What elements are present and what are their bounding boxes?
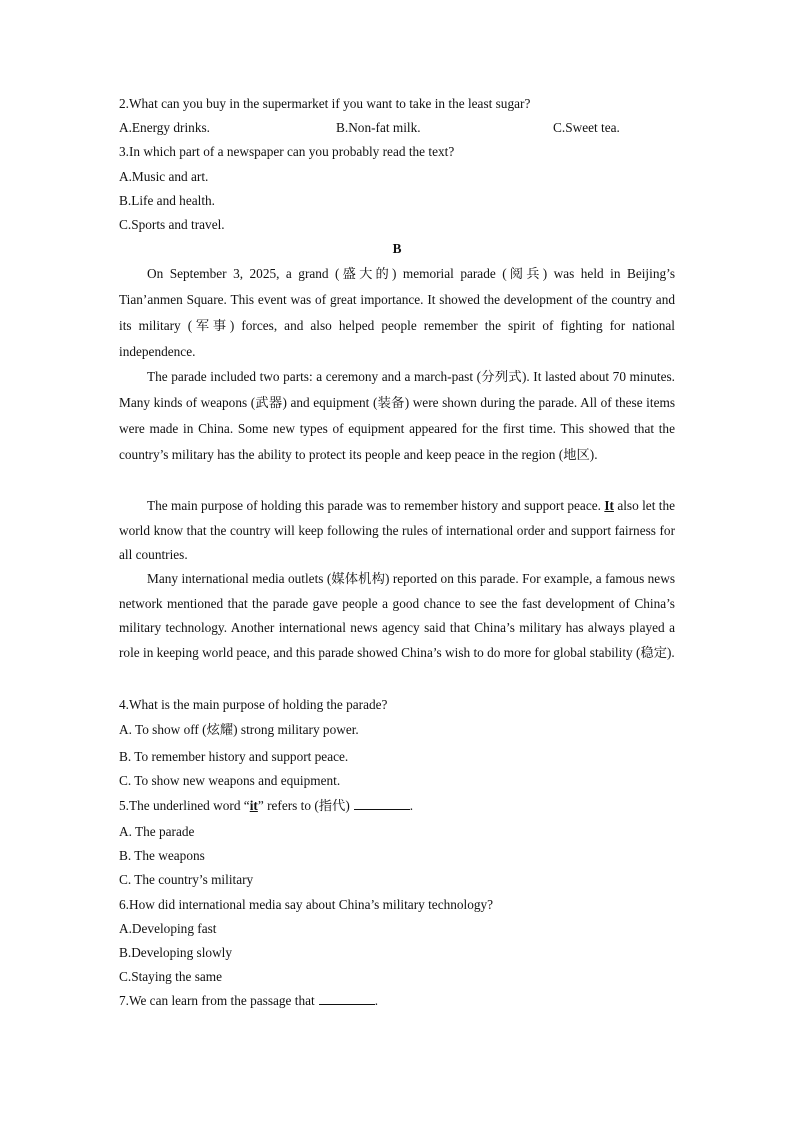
option-b: B. The weapons xyxy=(119,848,205,863)
passage-paragraph-1: On September 3, 2025, a grand (盛大的) memorial parade (阅兵) was held in Beijing’s Tian’anmen Square. This event was of great importance. It showed the development of the country and its military (军事) forces, and also helped people remember the spirit of fighting for national independence. xyxy=(119,266,675,359)
option-c: C.Sports and travel. xyxy=(119,217,225,232)
option-b: B.Non-fat milk. xyxy=(336,120,421,135)
question-3: 3.In which part of a newspaper can you probably read the text? xyxy=(119,144,455,159)
question-2: 2.What can you buy in the supermarket if you want to take in the least sugar? xyxy=(119,96,531,111)
option-a: A. To show off (炫耀) strong military power. xyxy=(119,722,359,737)
option-b: B.Developing slowly xyxy=(119,945,233,960)
underlined-word: It xyxy=(604,498,614,513)
paragraph-3-continuation: also let the world know that the country will keep following the rules of international order and support fairness for all countries. xyxy=(119,498,676,562)
option-c: C.Staying the same xyxy=(119,969,223,984)
question-5: 5.The underlined word “it” refers to (指代) . xyxy=(119,798,414,813)
question-5-text: 5.The underlined word “ xyxy=(119,798,250,813)
option-a: A. The parade xyxy=(119,824,195,839)
question-4: 4.What is the main purpose of holding the parade? xyxy=(119,697,388,712)
underlined-word: it xyxy=(249,798,258,813)
paragraph-3-text: The main purpose of holding this parade was to remember history and support peace. xyxy=(147,498,601,513)
question-6: 6.How did international media say about China’s military technology? xyxy=(119,897,494,912)
option-b: B.Life and health. xyxy=(119,193,215,208)
question-5-text-end: ” refers to (指代) xyxy=(257,798,350,813)
passage-paragraph-3 xyxy=(119,494,675,568)
question-2-options xyxy=(0,119,794,137)
section-heading: B xyxy=(392,241,402,256)
option-c: C. To show new weapons and equipment. xyxy=(119,773,341,788)
passage-paragraph-4: Many international media outlets (媒体机构) reported on this parade. For example, a famous news network mentioned that the parade gave people a good chance to see the fast development of China’s military technology. Another international news agency said that China’s military has always played a role in keeping world peace, and this parade showed China’s wish to do more for global stability (稳定). xyxy=(119,571,675,660)
answer-blank xyxy=(319,992,375,1005)
option-c: C.Sweet tea. xyxy=(553,120,620,135)
question-7: 7.We can learn from the passage that . xyxy=(119,993,379,1008)
question-7-text: 7.We can learn from the passage that xyxy=(119,993,315,1008)
answer-blank xyxy=(354,797,410,810)
option-a: A.Developing fast xyxy=(119,921,217,936)
option-a: A.Music and art. xyxy=(119,169,209,184)
option-a: A.Energy drinks. xyxy=(119,120,210,135)
passage-paragraph-2: The parade included two parts: a ceremony and a march-past (分列式). It lasted about 70 minutes. Many kinds of weapons (武器) and equipment (装备) were shown during the parade. All of these items were made in China. Some new types of equipment appeared for the first time. This showed that the country’s military has the ability to protect its people and keep peace in the region (地区). xyxy=(119,369,675,462)
option-b: B. To remember history and support peace. xyxy=(119,749,349,764)
option-c: C. The country’s military xyxy=(119,872,254,887)
